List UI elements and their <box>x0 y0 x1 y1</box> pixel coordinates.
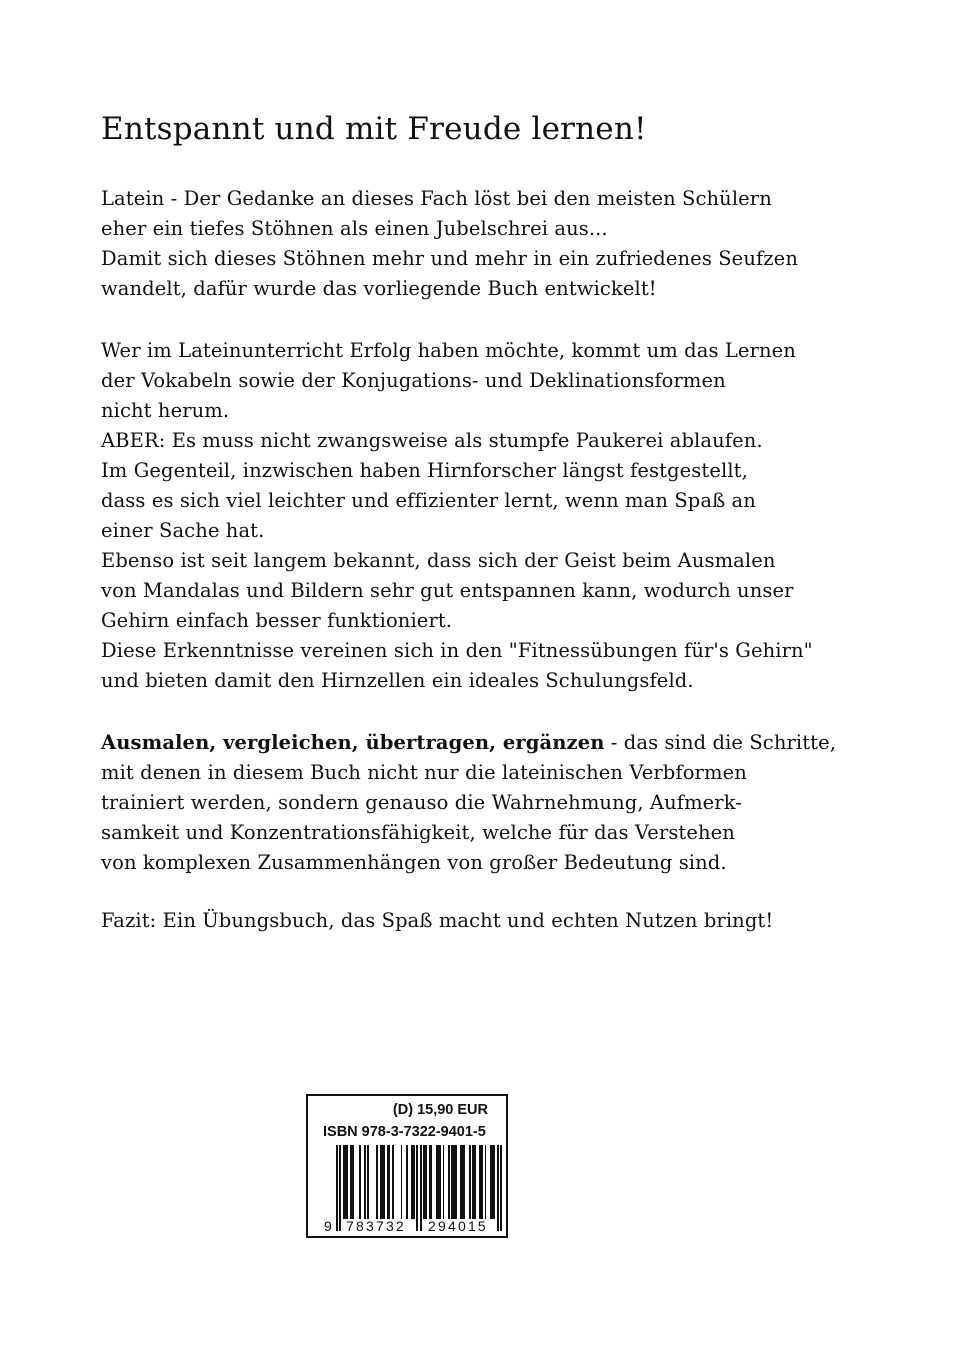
bold-lead: Ausmalen, vergleichen, übertragen, ergänzen <box>101 731 605 754</box>
text-line: Fazit: Ein Übungsbuch, das Spaß macht und echten Nutzen bringt! <box>101 909 774 932</box>
text-line: dass es sich viel leichter und effizienter lernt, wenn man Spaß an <box>101 489 756 512</box>
barcode-bar <box>339 1145 341 1231</box>
text-line: eher ein tiefes Stöhnen als einen Jubelschrei aus... <box>101 217 608 240</box>
barcode-bar <box>416 1145 418 1231</box>
barcode-bar <box>464 1145 466 1219</box>
text-line: der Vokabeln sowie der Konjugations- und Deklinationsformen <box>101 369 726 392</box>
text-line: wandelt, dafür wurde das vorliegende Buch entwickelt! <box>101 277 657 300</box>
barcode-bar <box>425 1145 427 1219</box>
barcode-bar <box>500 1145 502 1231</box>
barcode-bar <box>401 1145 403 1219</box>
text-line: Damit sich dieses Stöhnen mehr und mehr in ein zufriedenes Seufzen <box>101 247 798 270</box>
barcode-bar <box>388 1145 390 1219</box>
barcode-bar <box>481 1145 483 1219</box>
barcode-box <box>306 1094 508 1238</box>
text-line: mit denen in diesem Buch nicht nur die lateinischen Verbformen <box>101 761 747 784</box>
text-line: Wer im Lateinunterricht Erfolg haben möchte, kommt um das Lernen <box>101 339 796 362</box>
barcode-bar <box>413 1145 415 1219</box>
barcode-bar <box>376 1145 378 1219</box>
text-line: Gehirn einfach besser funktioniert. <box>101 609 453 632</box>
barcode-bar <box>443 1145 445 1219</box>
barcode-bar <box>352 1145 354 1219</box>
text-line: Im Gegenteil, inzwischen haben Hirnforscher längst festgestellt, <box>101 459 748 482</box>
barcode-bar <box>383 1145 385 1219</box>
barcode-bar <box>485 1145 487 1219</box>
text-line: nicht herum. <box>101 399 230 422</box>
barcode-bar <box>455 1145 457 1219</box>
paragraph-conclusion <box>101 906 773 936</box>
barcode-digits-left: 783732 <box>346 1218 406 1234</box>
text-line: und bieten damit den Hirnzellen ein ideales Schulungsfeld. <box>101 669 694 692</box>
barcode-digits-right: 294015 <box>428 1218 488 1234</box>
barcode-bar <box>367 1145 369 1219</box>
barcode-bar <box>359 1145 361 1219</box>
barcode-bar <box>392 1145 394 1219</box>
text-line <box>101 728 836 758</box>
lead-rest: - das sind die Schritte, <box>604 731 837 754</box>
page-title: Entspannt und mit Freude lernen! <box>101 111 647 147</box>
barcode-bar <box>406 1145 408 1219</box>
barcode-bar <box>430 1145 432 1219</box>
barcode-bar <box>474 1145 476 1219</box>
barcode-bar <box>448 1145 450 1219</box>
text-line: von Mandalas und Bildern sehr gut entspannen kann, wodurch unser <box>101 579 794 602</box>
barcode-digit-first: 9 <box>324 1218 332 1234</box>
text-line: ABER: Es muss nicht zwangsweise als stumpfe Paukerei ablaufen. <box>101 429 763 452</box>
barcode-bar <box>336 1145 338 1231</box>
text-line: samkeit und Konzentrationsfähigkeit, welche für das Verstehen <box>101 821 735 844</box>
barcode-bar <box>493 1145 495 1219</box>
paragraph-intro <box>101 184 798 304</box>
barcode-bar <box>346 1145 348 1219</box>
text-line: trainiert werden, sondern genauso die Wahrnehmung, Aufmerk- <box>101 791 742 814</box>
paragraph-main <box>101 336 813 696</box>
barcode-bar <box>439 1145 441 1219</box>
text-line: Diese Erkenntnisse vereinen sich in den "Fitnessübungen für's Gehirn" <box>101 639 813 662</box>
text-line: einer Sache hat. <box>101 519 265 542</box>
barcode-bar <box>420 1145 422 1231</box>
barcode-bar <box>364 1145 366 1219</box>
price-label: (D) 15,90 EUR <box>392 1102 488 1118</box>
paragraph-steps <box>101 728 836 878</box>
isbn-label: ISBN 978-3-7322-9401-5 <box>323 1124 486 1140</box>
barcode-bar <box>469 1145 471 1219</box>
text-line: Latein - Der Gedanke an dieses Fach löst bei den meisten Schülern <box>101 187 772 210</box>
text-line: von komplexen Zusammenhängen von großer Bedeutung sind. <box>101 851 727 874</box>
text-line: Ebenso ist seit langem bekannt, dass sich der Geist beim Ausmalen <box>101 549 776 572</box>
barcode-bar <box>497 1145 499 1231</box>
